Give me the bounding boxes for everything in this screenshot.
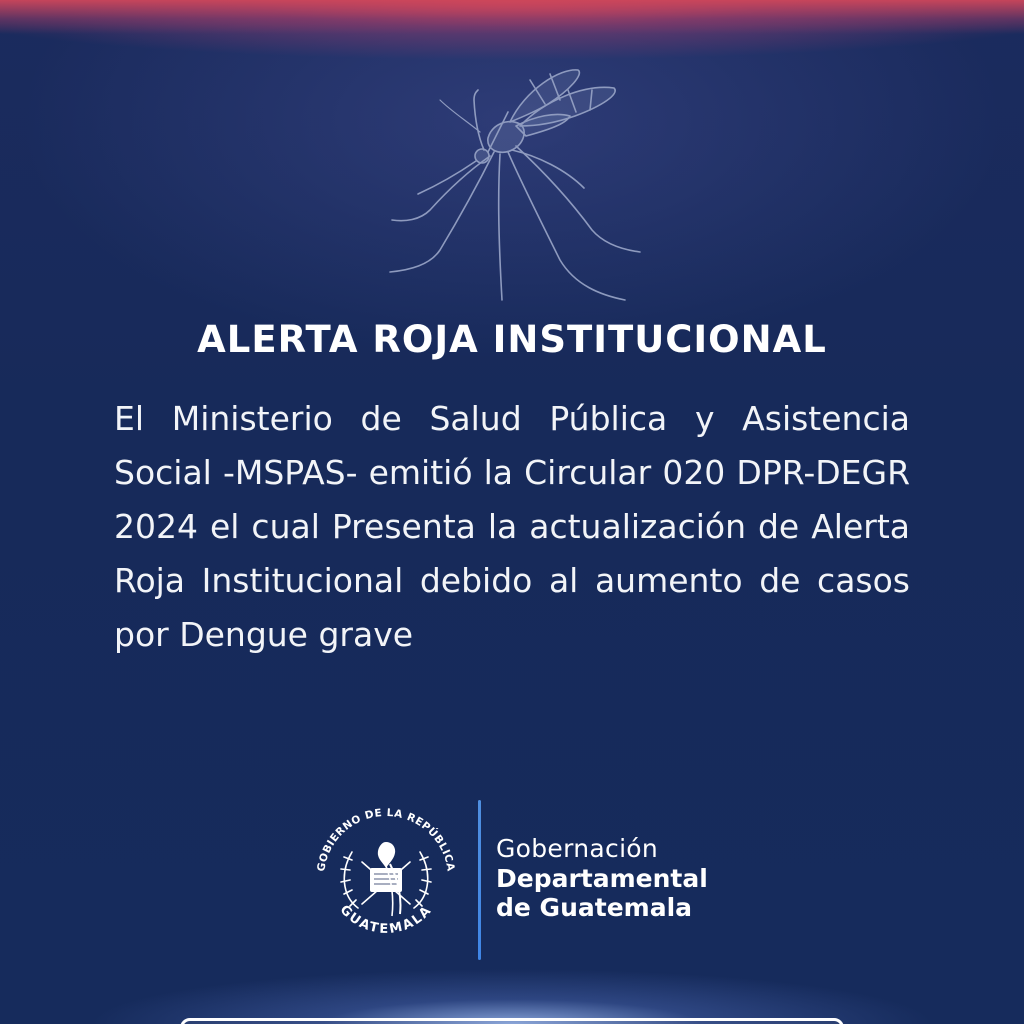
wordmark-line-3: de Guatemala (496, 893, 693, 922)
guatemala-coat-of-arms-icon (306, 800, 466, 950)
gobernacion-wordmark (496, 834, 708, 922)
wordmark-line-1: Gobernación (496, 834, 659, 863)
government-logo (306, 800, 726, 960)
alert-body: El Ministerio de Salud Pública y Asistencia Social -MSPAS- emitió la Circular 020 DPR-DEGR 2024 el cual Presenta la actualización de Alerta Roja Institucional debido al aumento de casos por Dengue grave (114, 399, 910, 654)
svg-text:GOBIERNO DE LA REPÚBLICA: GOBIERNO DE LA REPÚBLICA (315, 806, 457, 873)
wordmark-line-2: Departamental (496, 864, 708, 893)
alert-title: ALERTA ROJA INSTITUCIONAL (197, 318, 827, 361)
mosquito-icon (370, 60, 660, 310)
bottom-glow (0, 964, 1024, 1024)
logo-divider (478, 800, 481, 960)
top-red-glow (0, 0, 1024, 34)
svg-text:GUATEMALA: GUATEMALA (336, 902, 436, 938)
bottom-bar (180, 1018, 844, 1024)
